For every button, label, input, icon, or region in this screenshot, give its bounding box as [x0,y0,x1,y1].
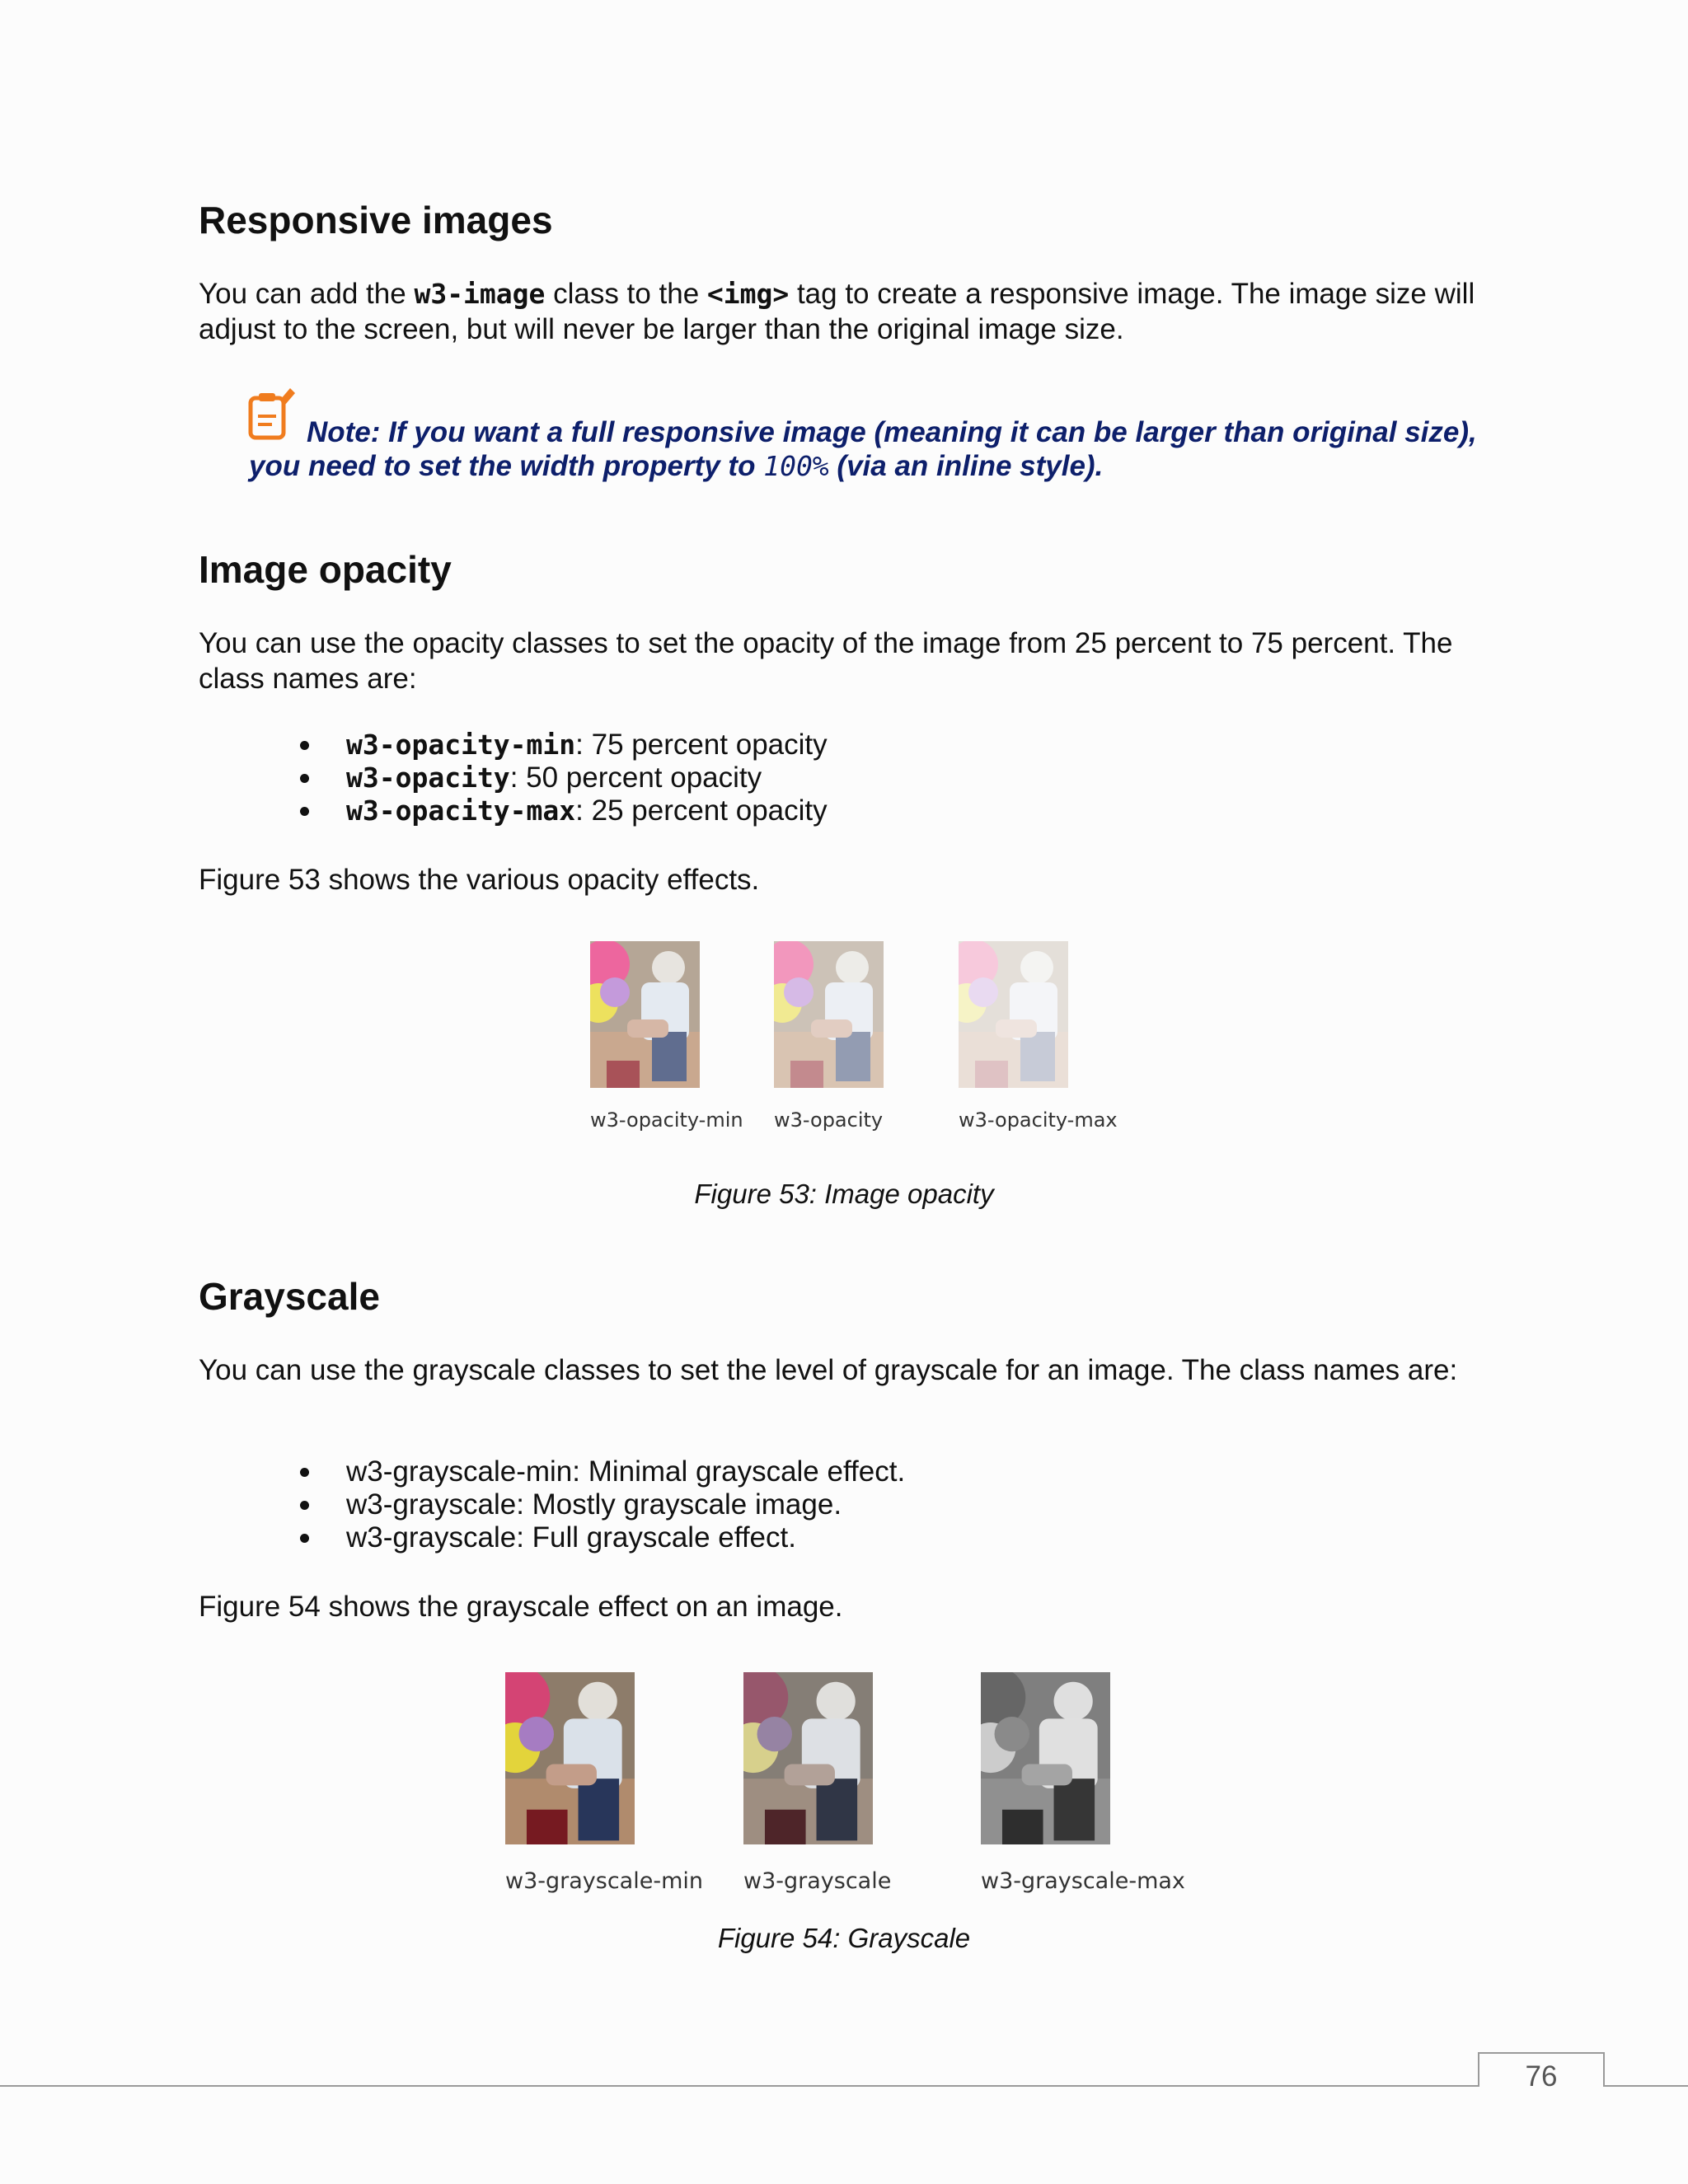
code-class: w3-opacity-max [346,794,576,827]
opacity-class-list [199,729,828,827]
paragraph-figure53-intro: Figure 53 shows the various opacity effects. [199,864,760,896]
thumbnail-opacity-max [959,941,1068,1088]
heading-responsive-images: Responsive images [199,199,553,241]
page-number: 76 [1525,2060,1558,2093]
note-text [249,415,1502,483]
text-run: tag to create a responsive image. The image size will adjust to the screen, but will never be larger than the original image size. [199,278,1475,345]
note-run: (via an inline style). [828,450,1104,482]
thumbnail-label: w3-grayscale-max [981,1868,1185,1894]
thumbnail-grayscale-min [505,1672,635,1844]
list-item: w3-grayscale: Full grayscale effect. [199,1521,905,1554]
text-run: : 50 percent opacity [509,762,762,794]
list-item: w3-grayscale-min: Minimal grayscale effect. [199,1455,905,1488]
text-run: You can add the [199,278,415,310]
thumbnail-label: w3-grayscale-min [505,1868,703,1894]
note-code: 100% [763,450,829,482]
figure-53-caption: Figure 53: Image opacity [694,1179,994,1209]
thumbnail-label: w3-opacity-min [590,1108,743,1132]
grayscale-class-list [199,1455,905,1554]
code-class: w3-opacity-min [346,729,576,761]
figure-54-caption: Figure 54: Grayscale [717,1923,971,1953]
code-w3-image: w3-image [414,278,546,310]
code-img-tag: <img> [706,278,790,310]
list-item [199,729,828,762]
paragraph-responsive [199,276,1501,347]
list-item [199,762,828,794]
thumbnail-grayscale [743,1672,873,1844]
thumbnail-grayscale-max [981,1672,1110,1844]
code-class: w3-opacity [346,762,510,794]
text-run: : 75 percent opacity [575,729,828,761]
thumbnail-label: w3-grayscale [743,1868,892,1894]
note-run: Note: If you want a full responsive image (meaning it can be larger than original size), you need to set the width property to [249,416,1477,482]
paragraph-figure54-intro: Figure 54 shows the grayscale effect on an image. [199,1591,843,1623]
thumbnail-opacity [774,941,884,1088]
text-run: : 25 percent opacity [575,794,828,827]
paragraph-grayscale: You can use the grayscale classes to set the level of grayscale for an image. The class names are: [199,1354,1458,1386]
footer-rule [0,2085,1688,2087]
text-run: class to the [545,278,707,310]
paragraph-opacity: You can use the opacity classes to set the opacity of the image from 25 percent to 75 percent. The class names are: [199,627,1453,695]
heading-image-opacity: Image opacity [199,548,452,591]
thumbnail-label: w3-opacity-max [959,1108,1118,1132]
list-item [199,794,828,827]
heading-grayscale: Grayscale [199,1275,380,1318]
list-item: w3-grayscale: Mostly grayscale image. [199,1488,905,1521]
thumbnail-opacity-min [590,941,700,1088]
thumbnail-label: w3-opacity [774,1108,884,1132]
